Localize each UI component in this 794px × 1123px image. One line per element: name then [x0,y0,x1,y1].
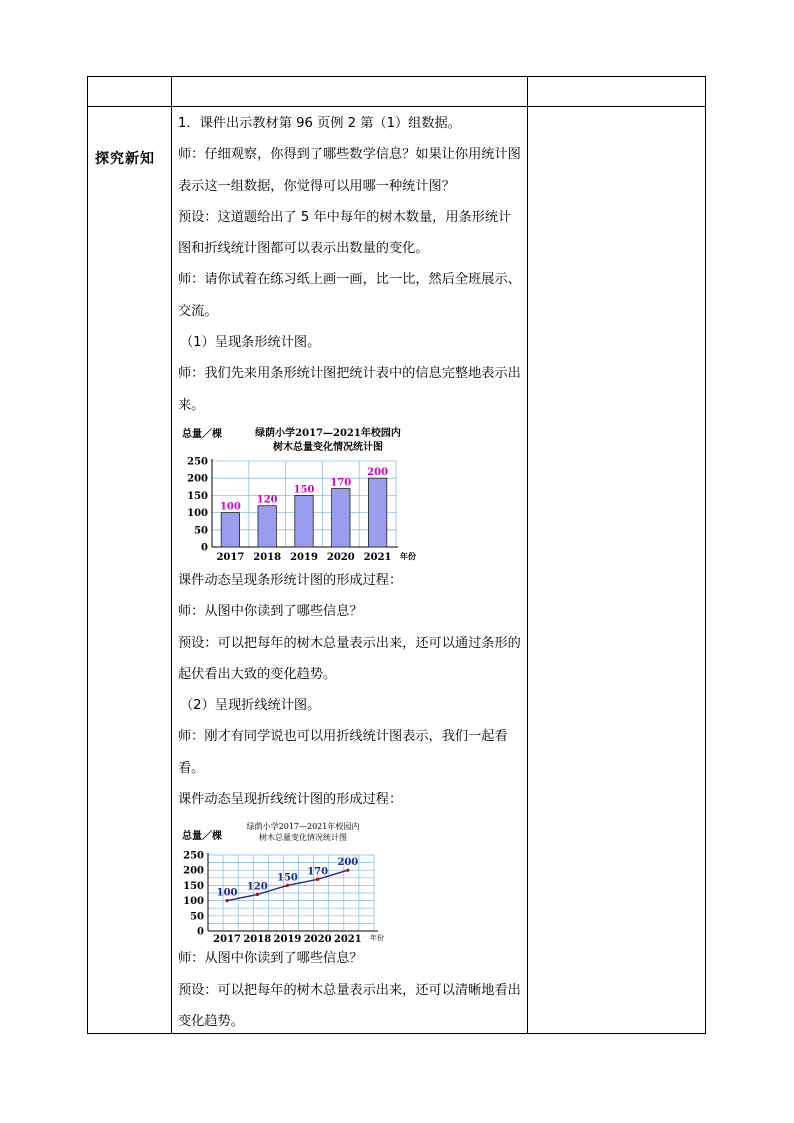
paragraph: 预设：可以把每年的树木总量表示出来，还可以通过条形的起伏看出大致的变化趋势。 [178,635,521,682]
bar-chart-ytick: 100 [187,508,208,520]
line-chart-point [346,869,349,872]
line-chart-value-label: 150 [277,872,298,884]
table-header-divider [87,106,706,107]
bar-chart-xlabel: 年份 [400,550,416,561]
bar-chart-bar [258,506,276,547]
bar-chart-bar [332,488,350,546]
paragraph: 课件动态呈现折线统计图的形成过程： [178,792,403,808]
line-chart-ytick: 100 [183,896,204,908]
paragraph: 1．课件出示教材第 96 页例 2 第（1）组数据。 [178,116,461,131]
section-label: 探究新知 [95,151,155,167]
line-chart-ylabel: 总量／棵 [182,831,222,843]
line-chart-point [316,878,319,881]
bar-chart-xtick: 2019 [290,551,318,563]
bar-chart-ytick: 50 [194,525,208,537]
table-border-right [705,76,706,1034]
bar-chart-bar [295,495,313,547]
line-chart-xtick: 2019 [273,934,302,944]
paragraph: 师：请你试着在练习纸上画一画，比一比，然后全班展示、交流。 [178,272,521,319]
line-chart-ytick: 150 [183,881,204,893]
bar-chart-value-label: 200 [367,467,389,479]
line-chart-title-line2: 树木总量变化情况统计图 [259,833,347,843]
bar-chart-value-label: 150 [293,484,315,496]
line-chart-point [286,884,289,887]
bar-chart-ytick: 0 [201,542,208,554]
bar-chart [178,425,418,565]
line-chart [178,819,418,943]
line-chart-value-label: 100 [216,887,238,899]
line-chart-xtick: 2017 [213,934,242,944]
line-chart-xtick: 2018 [243,934,272,944]
bar-chart-xtick: 2018 [253,551,282,563]
paragraph: 师：仔细观察，你得到了哪些数学信息？如果让你用统计图表示这一组数据，你觉得可以用哪一种统计图？ [178,147,521,194]
bar-chart-value-label: 120 [256,494,278,506]
bar-chart-value-label: 100 [219,501,241,513]
bar-chart-bar [221,513,239,547]
paragraph: （1）呈现条形统计图。 [180,335,321,351]
line-chart-ytick: 50 [190,911,204,923]
paragraph: 预设：可以把每年的树木总量表示出来，还可以清晰地看出变化趋势。 [178,982,521,1029]
table-border-top [87,76,706,77]
line-chart-ytick: 200 [183,866,204,878]
bar-chart-value-label: 170 [330,477,352,489]
line-chart-ytick: 0 [197,926,204,938]
bar-chart-ytick: 150 [187,490,208,502]
line-chart-xtick: 2020 [303,934,332,944]
bar-chart-ylabel: 总量／棵 [182,428,222,440]
line-chart-value-label: 200 [337,857,359,869]
paragraph: 师：我们先来用条形统计图把统计表中的信息完整地表示出来。 [178,366,521,413]
line-chart-value-label: 120 [246,881,268,893]
line-chart-title-line1: 绿荫小学2017—2021年校园内 [246,822,360,832]
table-column-divider-1 [171,76,172,1034]
paragraph: （2）呈现折线统计图。 [180,698,321,714]
line-chart-xtick: 2021 [333,934,362,944]
line-chart-ytick: 250 [183,850,204,862]
line-chart-point [256,893,259,896]
table-column-divider-2 [527,76,528,1034]
line-chart-xlabel: 年份 [370,934,384,943]
line-chart-value-label: 170 [307,866,329,878]
line-chart-point [225,899,228,902]
paragraph: 预设：这道题给出了 5 年中每年的树木数量，用条形统计图和折线统计图都可以表示出数量的变化。 [178,209,512,257]
bar-chart-title-line2: 树木总量变化情况统计图 [273,441,383,453]
bar-chart-bar [368,478,386,547]
bar-chart-xtick: 2021 [363,551,392,563]
paragraph: 课件动态呈现条形统计图的形成过程： [178,572,403,588]
bar-chart-ytick: 250 [187,456,208,468]
paragraph: 师：从图中你读到了哪些信息？ [178,604,363,620]
bar-chart-ytick: 200 [187,473,208,485]
bar-chart-xtick: 2017 [216,551,245,563]
paragraph: 师：从图中你读到了哪些信息？ [178,951,363,967]
table-border-left [87,76,88,1034]
bar-chart-title-line1: 绿荫小学2017—2021年校园内 [255,427,401,439]
bar-chart-xtick: 2020 [326,551,355,563]
paragraph: 师：刚才有同学说也可以用折线统计图表示，我们一起看看。 [178,729,508,776]
lesson-content [178,108,523,1037]
